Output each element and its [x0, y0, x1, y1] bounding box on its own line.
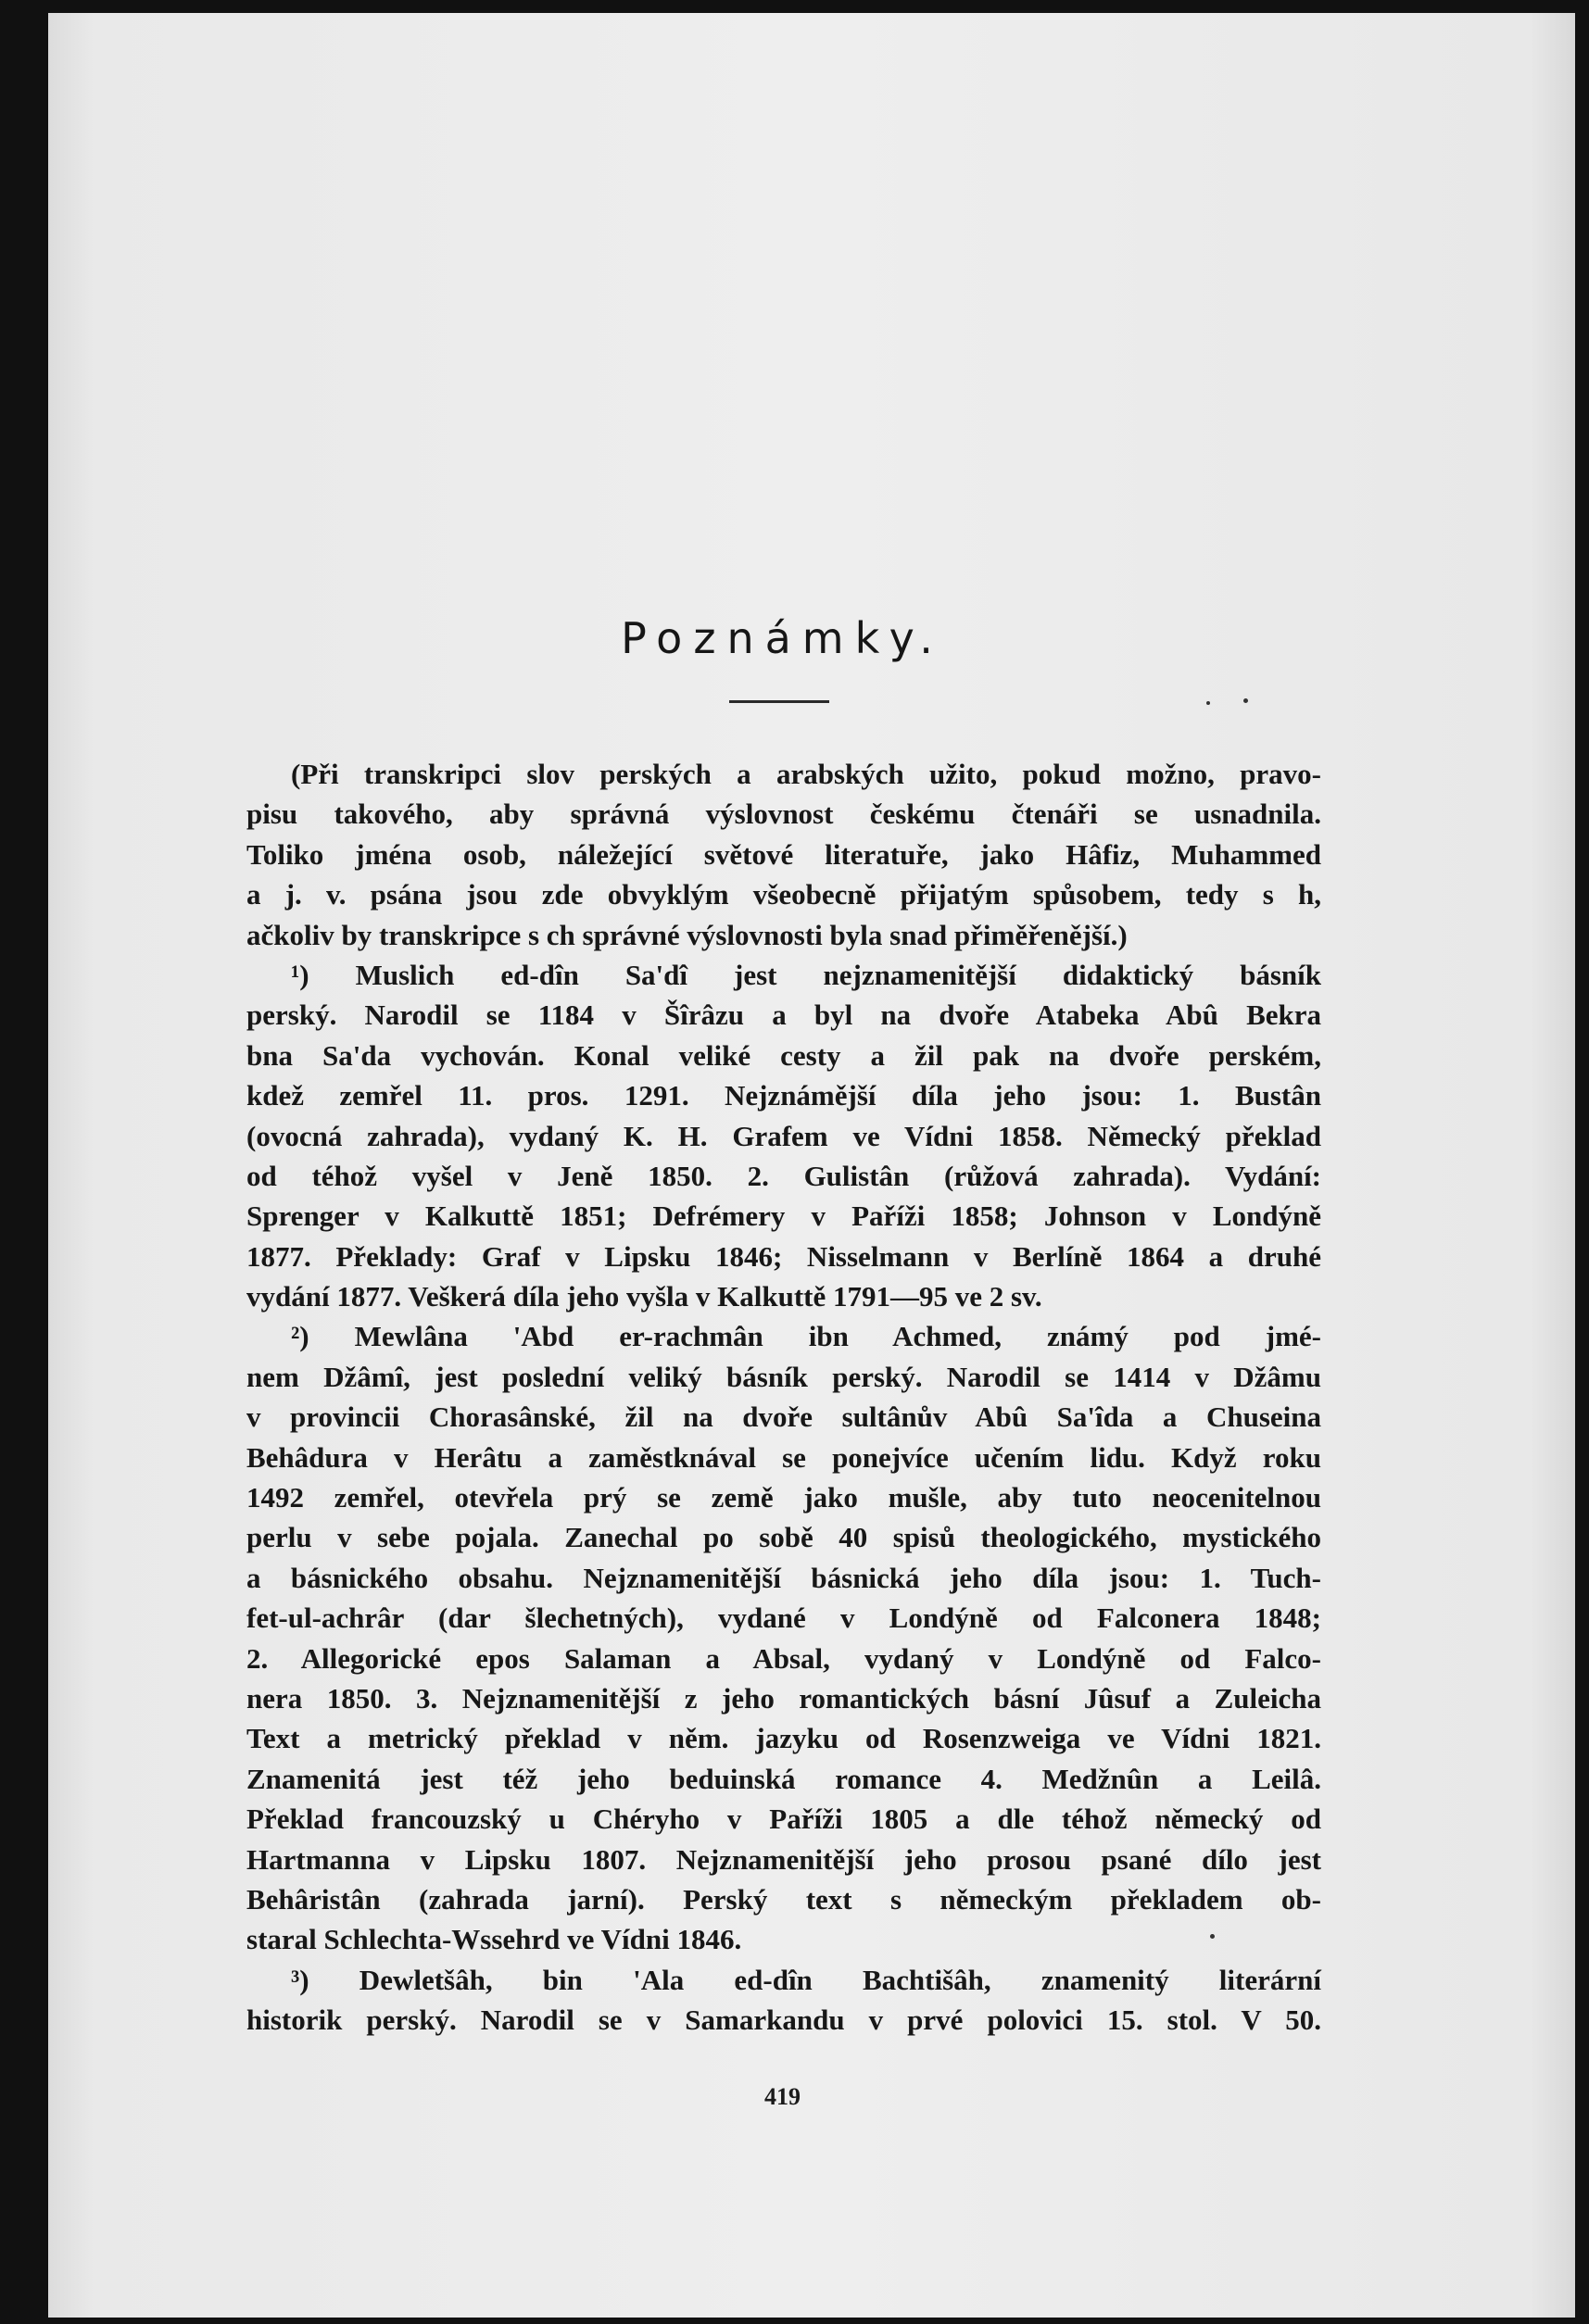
text-line: Znamenitá jest též jeho beduinská romance 4. Medžnûn a Leilâ.: [246, 1762, 1321, 1795]
text-line: kdež zemřel 11. pros. 1291. Nejznámější díla jeho jsou: 1. Bustân: [246, 1079, 1321, 1112]
text-line: od téhož vyšel v Jeně 1850. 2. Gulistân (růžová zahrada). Vydání:: [246, 1159, 1321, 1192]
text-line: a básnického obsahu. Nejznamenitější básnická jeho díla jsou: 1. Tuch-: [246, 1561, 1321, 1594]
scan-speck: [1206, 701, 1210, 705]
text-line: Hartmanna v Lipsku 1807. Nejznamenitější jeho prosou psané dílo jest: [246, 1842, 1321, 1876]
text-line: ačkoliv by transkripce s ch správné výslovnosti byla snad přiměřenější.): [246, 918, 1128, 951]
text-line: historik perský. Narodil se v Samarkandu v prvé polovici 15. stol. V 50.: [246, 2004, 1321, 2037]
title-rule: [729, 700, 829, 703]
text-line: nera 1850. 3. Nejznamenitější z jeho romantických básní Jûsuf a Zuleicha: [246, 1681, 1321, 1715]
scan-speck: [1210, 1934, 1215, 1939]
notes-body: [246, 754, 1321, 2041]
text-line: ³) Dewletšâh, bin 'Ala ed-dîn Bachtišâh, znamenitý literární: [291, 1963, 1321, 1996]
text-line: 2. Allegorické epos Salaman a Absal, vydaný v Londýně od Falco-: [246, 1641, 1321, 1675]
text-line: ²) Mewlâna 'Abd er-rachmân ibn Achmed, známý pod jmé-: [291, 1320, 1321, 1353]
text-line: 1492 zemřel, otevřela prý se země jako mušle, aby tuto neocenitelnou: [246, 1481, 1321, 1514]
text-line: 1877. Překlady: Graf v Lipsku 1846; Nisselmann v Berlíně 1864 a druhé: [246, 1239, 1321, 1273]
text-line: Překlad francouzský u Chéryho v Paříži 1805 a dle téhož německý od: [246, 1803, 1321, 1836]
text-line: perský. Narodil se 1184 v Šîrâzu a byl na dvoře Atabeka Abû Bekra: [246, 999, 1321, 1032]
text-line: a j. v. psána jsou zde obvyklým všeobecně přijatým spůsobem, tedy s h,: [246, 878, 1321, 911]
text-line: staral Schlechta-Wssehrd ve Vídni 1846.: [246, 1923, 742, 1956]
text-line: perlu v sebe pojala. Zanechal po sobě 40 spisů theologického, mystického: [246, 1521, 1321, 1554]
text-line: ¹) Muslich ed-dîn Sa'dî jest nejznamenitější didaktický básník: [291, 958, 1321, 991]
text-line: vydání 1877. Veškerá díla jeho vyšla v Kalkuttě 1791—95 ve 2 sv.: [246, 1280, 1042, 1313]
text-line: v provincii Chorasânské, žil na dvoře sultânův Abû Sa'îda a Chuseina: [246, 1401, 1321, 1434]
text-line: Sprenger v Kalkuttě 1851; Defrémery v Paříži 1858; Johnson v Londýně: [246, 1200, 1321, 1233]
text-line: bna Sa'da vychován. Konal veliké cesty a žil pak na dvoře perském,: [246, 1038, 1321, 1072]
text-line: (Při transkripci slov perských a arabských užito, pokud možno, pravo-: [291, 758, 1321, 790]
page-sheet: [48, 13, 1575, 2318]
page-number: 419: [764, 2083, 801, 2110]
text-line: Behâristân (zahrada jarní). Perský text s německým překladem ob-: [246, 1882, 1321, 1916]
scan-speck: [1243, 698, 1248, 703]
text-line: fet-ul-achrâr (dar šlechetných), vydané v Londýně od Falconera 1848;: [246, 1602, 1321, 1635]
page-title: Poznámky.: [621, 613, 944, 663]
text-line: pisu takového, aby správná výslovnost českému čtenáři se usnadnila.: [246, 798, 1321, 831]
text-line: Toliko jména osob, náležející světové literatuře, jako Hâfiz, Muhammed: [246, 837, 1321, 871]
text-line: Behâdura v Herâtu a zaměstknával se ponejvíce učením lidu. Když roku: [246, 1440, 1321, 1474]
text-line: nem Džâmî, jest poslední veliký básník perský. Narodil se 1414 v Džâmu: [246, 1360, 1321, 1393]
text-line: Text a metrický překlad v něm. jazyku od Rosenzweiga ve Vídni 1821.: [246, 1722, 1321, 1755]
text-line: (ovocná zahrada), vydaný K. H. Grafem ve Vídni 1858. Německý překlad: [246, 1119, 1321, 1152]
